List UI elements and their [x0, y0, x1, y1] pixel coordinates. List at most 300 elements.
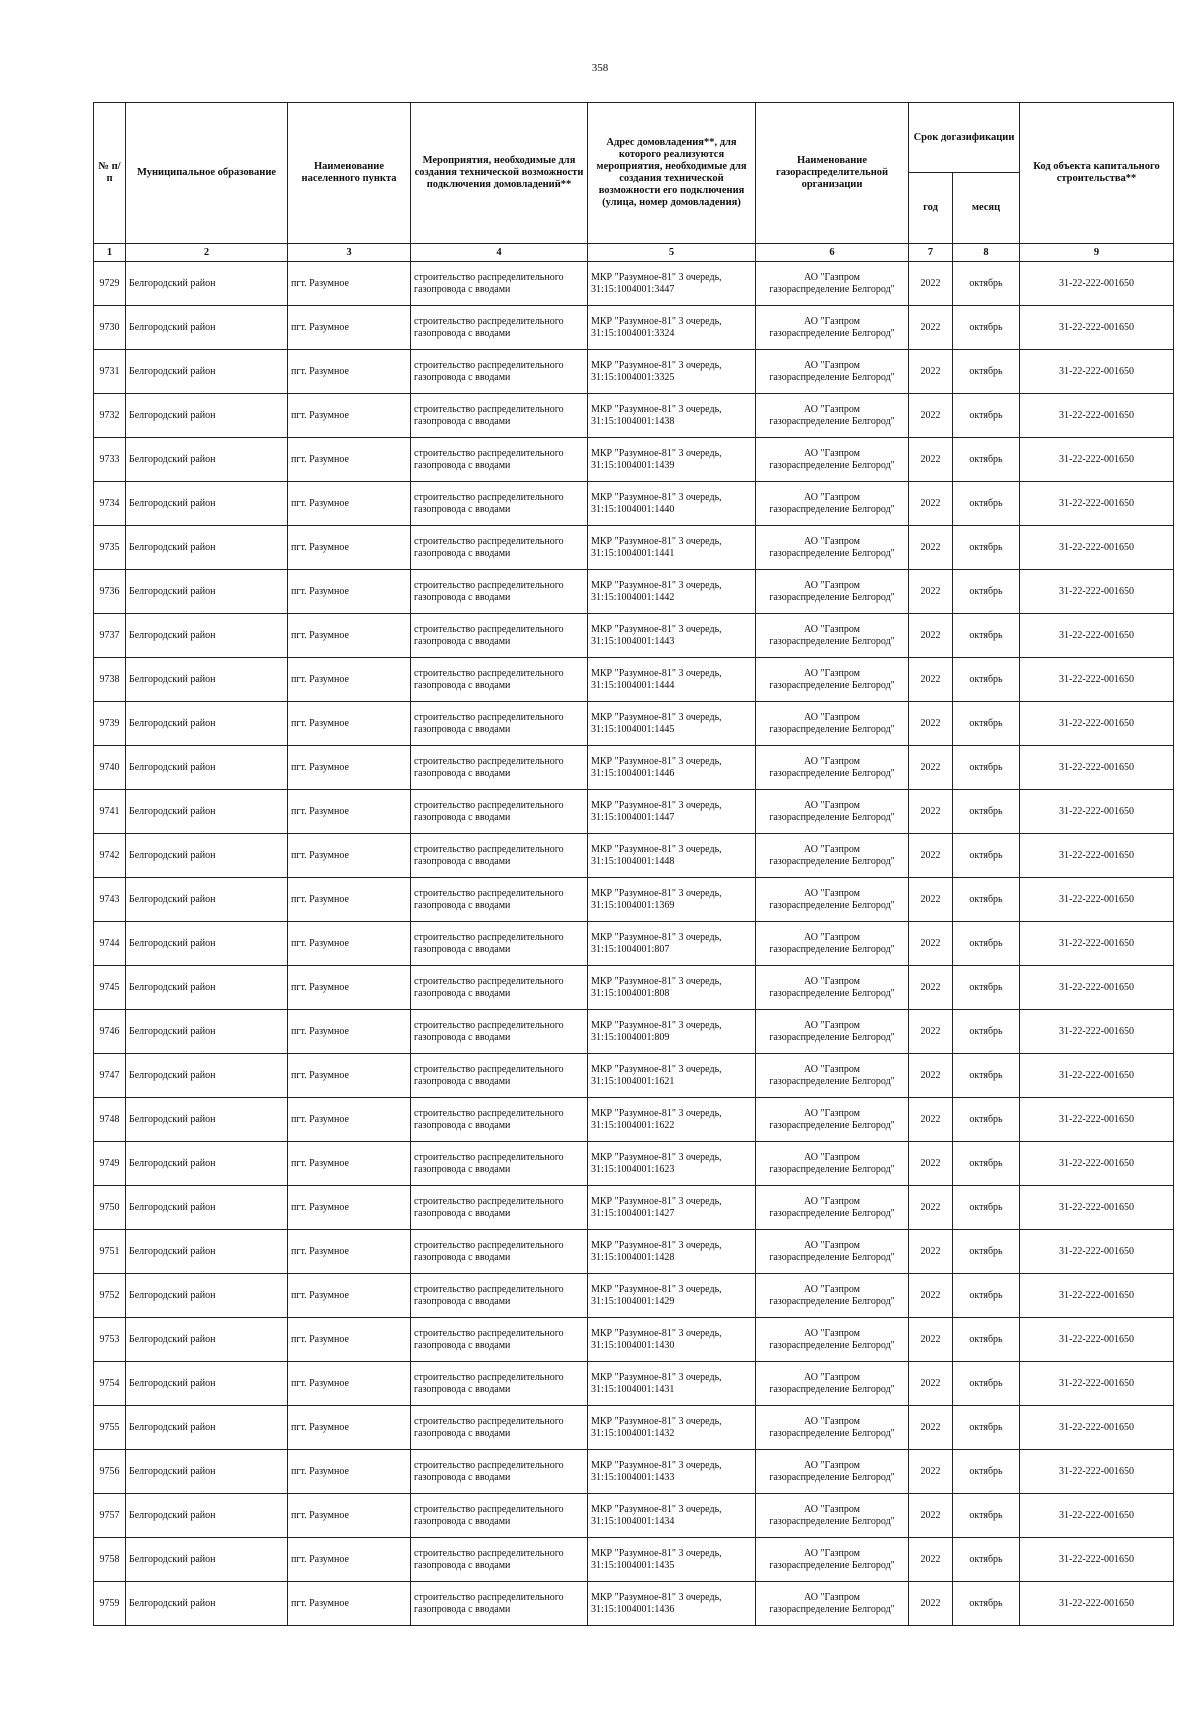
- year-cell: 2022: [909, 1494, 953, 1538]
- object-code-cell: 31-22-222-001650: [1020, 1230, 1174, 1274]
- month-cell: октябрь: [953, 1186, 1020, 1230]
- column-number: 7: [909, 244, 953, 262]
- gas-org-line: АО "Газпром: [804, 1239, 860, 1251]
- measures-line: строительство распределительного: [414, 1151, 564, 1163]
- address-line: 31:15:1004001:1621: [591, 1075, 675, 1087]
- measures-line: строительство распределительного: [414, 1239, 564, 1251]
- gas-org-line: газораспределение Белгород": [769, 503, 895, 515]
- measures-cell: [411, 1274, 588, 1318]
- municipality-cell: Белгородский район: [126, 526, 288, 570]
- object-code-cell: 31-22-222-001650: [1020, 482, 1174, 526]
- month-cell: октябрь: [953, 1450, 1020, 1494]
- month-cell: октябрь: [953, 526, 1020, 570]
- address-cell: [588, 1450, 756, 1494]
- address-line: 31:15:1004001:1444: [591, 679, 675, 691]
- row-number-cell: 9738: [94, 658, 126, 702]
- measures-line: газопровода с вводами: [414, 327, 511, 339]
- table-row: [94, 614, 1174, 658]
- address-line: МКР "Разумное-81" 3 очередь,: [591, 315, 722, 327]
- gas-org-line: газораспределение Белгород": [769, 987, 895, 999]
- gas-org-line: газораспределение Белгород": [769, 1427, 895, 1439]
- month-cell: октябрь: [953, 438, 1020, 482]
- measures-line: строительство распределительного: [414, 711, 564, 723]
- table-row: [94, 394, 1174, 438]
- measures-cell: [411, 350, 588, 394]
- measures-line: строительство распределительного: [414, 1591, 564, 1603]
- gas-org-cell: [756, 1142, 909, 1186]
- object-code-cell: 31-22-222-001650: [1020, 1538, 1174, 1582]
- measures-line: строительство распределительного: [414, 1371, 564, 1383]
- page-number: 358: [591, 62, 609, 74]
- measures-cell: [411, 834, 588, 878]
- address-line: МКР "Разумное-81" 3 очередь,: [591, 1371, 722, 1383]
- header-num: № п/п: [94, 103, 126, 244]
- measures-line: строительство распределительного: [414, 1415, 564, 1427]
- row-number-cell: 9757: [94, 1494, 126, 1538]
- address-cell: [588, 834, 756, 878]
- settlement-cell: пгт. Разумное: [288, 1582, 411, 1626]
- gas-org-line: АО "Газпром: [804, 1371, 860, 1383]
- gas-org-cell: [756, 1230, 909, 1274]
- table-row: [94, 922, 1174, 966]
- year-cell: 2022: [909, 614, 953, 658]
- municipality-cell: Белгородский район: [126, 438, 288, 482]
- table-row: [94, 350, 1174, 394]
- year-cell: 2022: [909, 438, 953, 482]
- gas-org-cell: [756, 658, 909, 702]
- gas-org-cell: [756, 570, 909, 614]
- gas-org-cell: [756, 922, 909, 966]
- address-line: 31:15:1004001:1435: [591, 1559, 675, 1571]
- municipality-cell: Белгородский район: [126, 1450, 288, 1494]
- object-code-cell: 31-22-222-001650: [1020, 658, 1174, 702]
- address-line: МКР "Разумное-81" 3 очередь,: [591, 491, 722, 503]
- measures-line: строительство распределительного: [414, 1459, 564, 1471]
- gas-org-cell: [756, 1098, 909, 1142]
- gas-org-line: газораспределение Белгород": [769, 1295, 895, 1307]
- measures-cell: [411, 526, 588, 570]
- measures-line: газопровода с вводами: [414, 987, 511, 999]
- measures-line: газопровода с вводами: [414, 371, 511, 383]
- gas-org-line: газораспределение Белгород": [769, 591, 895, 603]
- measures-line: строительство распределительного: [414, 447, 564, 459]
- measures-line: газопровода с вводами: [414, 1075, 511, 1087]
- row-number-cell: 9756: [94, 1450, 126, 1494]
- measures-cell: [411, 1186, 588, 1230]
- table-row: [94, 834, 1174, 878]
- year-cell: 2022: [909, 570, 953, 614]
- gas-org-line: АО "Газпром: [804, 535, 860, 547]
- month-cell: октябрь: [953, 1142, 1020, 1186]
- address-cell: [588, 790, 756, 834]
- address-cell: [588, 350, 756, 394]
- year-cell: 2022: [909, 1010, 953, 1054]
- gas-org-line: АО "Газпром: [804, 623, 860, 635]
- settlement-cell: пгт. Разумное: [288, 526, 411, 570]
- address-line: МКР "Разумное-81" 3 очередь,: [591, 579, 722, 591]
- municipality-cell: Белгородский район: [126, 790, 288, 834]
- month-cell: октябрь: [953, 746, 1020, 790]
- measures-line: газопровода с вводами: [414, 811, 511, 823]
- measures-cell: [411, 1318, 588, 1362]
- gas-org-line: АО "Газпром: [804, 359, 860, 371]
- measures-cell: [411, 1450, 588, 1494]
- year-cell: 2022: [909, 1406, 953, 1450]
- measures-line: газопровода с вводами: [414, 1603, 511, 1615]
- month-cell: октябрь: [953, 1318, 1020, 1362]
- month-cell: октябрь: [953, 702, 1020, 746]
- address-line: 31:15:1004001:1433: [591, 1471, 675, 1483]
- gas-org-cell: [756, 1318, 909, 1362]
- table-row: [94, 1362, 1174, 1406]
- measures-line: газопровода с вводами: [414, 503, 511, 515]
- year-cell: 2022: [909, 1054, 953, 1098]
- address-line: 31:15:1004001:1440: [591, 503, 675, 515]
- column-number: 6: [756, 244, 909, 262]
- column-number: 9: [1020, 244, 1174, 262]
- municipality-cell: Белгородский район: [126, 922, 288, 966]
- address-line: МКР "Разумное-81" 3 очередь,: [591, 403, 722, 415]
- object-code-cell: 31-22-222-001650: [1020, 306, 1174, 350]
- settlement-cell: пгт. Разумное: [288, 1098, 411, 1142]
- measures-line: газопровода с вводами: [414, 1559, 511, 1571]
- address-line: МКР "Разумное-81" 3 очередь,: [591, 843, 722, 855]
- object-code-cell: 31-22-222-001650: [1020, 614, 1174, 658]
- table-row: [94, 966, 1174, 1010]
- address-line: МКР "Разумное-81" 3 очередь,: [591, 1591, 722, 1603]
- object-code-cell: 31-22-222-001650: [1020, 262, 1174, 306]
- gas-org-line: АО "Газпром: [804, 667, 860, 679]
- table-row: [94, 526, 1174, 570]
- measures-line: строительство распределительного: [414, 315, 564, 327]
- settlement-cell: пгт. Разумное: [288, 1010, 411, 1054]
- gas-org-cell: [756, 262, 909, 306]
- gas-org-line: газораспределение Белгород": [769, 1207, 895, 1219]
- header-year: год: [909, 173, 953, 244]
- measures-line: строительство распределительного: [414, 931, 564, 943]
- address-line: МКР "Разумное-81" 3 очередь,: [591, 535, 722, 547]
- measures-line: газопровода с вводами: [414, 1295, 511, 1307]
- row-number-cell: 9742: [94, 834, 126, 878]
- object-code-cell: 31-22-222-001650: [1020, 1274, 1174, 1318]
- settlement-cell: пгт. Разумное: [288, 834, 411, 878]
- settlement-cell: пгт. Разумное: [288, 790, 411, 834]
- year-cell: 2022: [909, 1186, 953, 1230]
- header-municipality: Муниципальное образование: [126, 103, 288, 244]
- address-line: 31:15:1004001:1427: [591, 1207, 675, 1219]
- address-cell: [588, 1142, 756, 1186]
- settlement-cell: пгт. Разумное: [288, 1538, 411, 1582]
- year-cell: 2022: [909, 1582, 953, 1626]
- gas-org-cell: [756, 1582, 909, 1626]
- column-number: 4: [411, 244, 588, 262]
- settlement-cell: пгт. Разумное: [288, 350, 411, 394]
- address-line: МКР "Разумное-81" 3 очередь,: [591, 1195, 722, 1207]
- object-code-cell: 31-22-222-001650: [1020, 350, 1174, 394]
- year-cell: 2022: [909, 878, 953, 922]
- settlement-cell: пгт. Разумное: [288, 1054, 411, 1098]
- year-cell: 2022: [909, 1098, 953, 1142]
- object-code-cell: 31-22-222-001650: [1020, 1406, 1174, 1450]
- municipality-cell: Белгородский район: [126, 1054, 288, 1098]
- table-row: [94, 438, 1174, 482]
- gas-org-line: АО "Газпром: [804, 1327, 860, 1339]
- measures-line: строительство распределительного: [414, 843, 564, 855]
- measures-line: газопровода с вводами: [414, 1471, 511, 1483]
- address-line: 31:15:1004001:1369: [591, 899, 675, 911]
- measures-line: строительство распределительного: [414, 1503, 564, 1515]
- column-number: 3: [288, 244, 411, 262]
- table-row: [94, 1010, 1174, 1054]
- row-number-cell: 9733: [94, 438, 126, 482]
- measures-line: газопровода с вводами: [414, 1119, 511, 1131]
- municipality-cell: Белгородский район: [126, 482, 288, 526]
- measures-line: строительство распределительного: [414, 1327, 564, 1339]
- month-cell: октябрь: [953, 350, 1020, 394]
- gas-org-line: газораспределение Белгород": [769, 723, 895, 735]
- municipality-cell: Белгородский район: [126, 1230, 288, 1274]
- gas-org-line: газораспределение Белгород": [769, 767, 895, 779]
- table-row: [94, 1098, 1174, 1142]
- gas-org-cell: [756, 1054, 909, 1098]
- month-cell: октябрь: [953, 658, 1020, 702]
- gas-org-line: газораспределение Белгород": [769, 1119, 895, 1131]
- measures-line: газопровода с вводами: [414, 767, 511, 779]
- measures-cell: [411, 1494, 588, 1538]
- municipality-cell: Белгородский район: [126, 1186, 288, 1230]
- address-line: 31:15:1004001:1431: [591, 1383, 675, 1395]
- settlement-cell: пгт. Разумное: [288, 878, 411, 922]
- gas-org-cell: [756, 1494, 909, 1538]
- measures-line: строительство распределительного: [414, 535, 564, 547]
- address-line: 31:15:1004001:1439: [591, 459, 675, 471]
- address-line: 31:15:1004001:1448: [591, 855, 675, 867]
- object-code-cell: 31-22-222-001650: [1020, 438, 1174, 482]
- address-cell: [588, 746, 756, 790]
- gas-org-line: АО "Газпром: [804, 1415, 860, 1427]
- row-number-cell: 9749: [94, 1142, 126, 1186]
- gas-org-cell: [756, 526, 909, 570]
- measures-cell: [411, 1582, 588, 1626]
- settlement-cell: пгт. Разумное: [288, 1450, 411, 1494]
- measures-line: газопровода с вводами: [414, 1339, 511, 1351]
- address-line: 31:15:1004001:1622: [591, 1119, 675, 1131]
- gas-org-cell: [756, 394, 909, 438]
- month-cell: октябрь: [953, 1098, 1020, 1142]
- settlement-cell: пгт. Разумное: [288, 482, 411, 526]
- gas-org-cell: [756, 614, 909, 658]
- measures-cell: [411, 1010, 588, 1054]
- address-line: 31:15:1004001:1428: [591, 1251, 675, 1263]
- address-line: МКР "Разумное-81" 3 очередь,: [591, 271, 722, 283]
- table-row: [94, 702, 1174, 746]
- measures-line: газопровода с вводами: [414, 283, 511, 295]
- measures-cell: [411, 1098, 588, 1142]
- municipality-cell: Белгородский район: [126, 1142, 288, 1186]
- header-settlement: Наименование населенного пункта: [288, 103, 411, 244]
- object-code-cell: 31-22-222-001650: [1020, 1318, 1174, 1362]
- gas-org-line: АО "Газпром: [804, 447, 860, 459]
- gas-org-line: газораспределение Белгород": [769, 1251, 895, 1263]
- object-code-cell: 31-22-222-001650: [1020, 878, 1174, 922]
- gas-org-line: АО "Газпром: [804, 1107, 860, 1119]
- address-line: 31:15:1004001:1438: [591, 415, 675, 427]
- gas-org-cell: [756, 350, 909, 394]
- object-code-cell: 31-22-222-001650: [1020, 1054, 1174, 1098]
- gas-org-line: АО "Газпром: [804, 1459, 860, 1471]
- measures-line: строительство распределительного: [414, 1195, 564, 1207]
- column-number: 1: [94, 244, 126, 262]
- table-row: [94, 790, 1174, 834]
- object-code-cell: 31-22-222-001650: [1020, 1494, 1174, 1538]
- address-line: 31:15:1004001:1442: [591, 591, 675, 603]
- measures-line: газопровода с вводами: [414, 547, 511, 559]
- table-row: [94, 1538, 1174, 1582]
- gas-org-line: газораспределение Белгород": [769, 1559, 895, 1571]
- address-line: 31:15:1004001:1623: [591, 1163, 675, 1175]
- gas-org-line: газораспределение Белгород": [769, 635, 895, 647]
- row-number-cell: 9740: [94, 746, 126, 790]
- gas-org-cell: [756, 1450, 909, 1494]
- gas-org-line: газораспределение Белгород": [769, 1031, 895, 1043]
- gas-org-line: газораспределение Белгород": [769, 1339, 895, 1351]
- row-number-cell: 9737: [94, 614, 126, 658]
- gas-org-line: АО "Газпром: [804, 843, 860, 855]
- month-cell: октябрь: [953, 1406, 1020, 1450]
- address-cell: [588, 1054, 756, 1098]
- header-address: Адрес домовладения**, для которого реализуются мероприятия, необходимые для создания технической возможности его подключения (улица, номер домовладения): [588, 103, 756, 244]
- measures-line: газопровода с вводами: [414, 1207, 511, 1219]
- month-cell: октябрь: [953, 482, 1020, 526]
- month-cell: октябрь: [953, 570, 1020, 614]
- measures-line: газопровода с вводами: [414, 415, 511, 427]
- object-code-cell: 31-22-222-001650: [1020, 1010, 1174, 1054]
- gas-org-line: АО "Газпром: [804, 799, 860, 811]
- address-line: 31:15:1004001:1443: [591, 635, 675, 647]
- year-cell: 2022: [909, 702, 953, 746]
- header-measures: Мероприятия, необходимые для создания технической возможности подключения домовладений**: [411, 103, 588, 244]
- address-cell: [588, 658, 756, 702]
- address-line: 31:15:1004001:1447: [591, 811, 675, 823]
- municipality-cell: Белгородский район: [126, 966, 288, 1010]
- measures-cell: [411, 1230, 588, 1274]
- measures-cell: [411, 1538, 588, 1582]
- municipality-cell: Белгородский район: [126, 658, 288, 702]
- year-cell: 2022: [909, 1274, 953, 1318]
- measures-line: строительство распределительного: [414, 975, 564, 987]
- gas-org-line: газораспределение Белгород": [769, 1383, 895, 1395]
- gas-org-line: газораспределение Белгород": [769, 1603, 895, 1615]
- settlement-cell: пгт. Разумное: [288, 1406, 411, 1450]
- address-cell: [588, 878, 756, 922]
- year-cell: 2022: [909, 306, 953, 350]
- year-cell: 2022: [909, 350, 953, 394]
- month-cell: октябрь: [953, 1494, 1020, 1538]
- settlement-cell: пгт. Разумное: [288, 306, 411, 350]
- measures-line: строительство распределительного: [414, 667, 564, 679]
- measures-line: строительство распределительного: [414, 799, 564, 811]
- address-cell: [588, 1098, 756, 1142]
- month-cell: октябрь: [953, 1230, 1020, 1274]
- address-line: МКР "Разумное-81" 3 очередь,: [591, 1063, 722, 1075]
- municipality-cell: Белгородский район: [126, 1274, 288, 1318]
- table-row: [94, 1582, 1174, 1626]
- address-cell: [588, 570, 756, 614]
- address-cell: [588, 1230, 756, 1274]
- header-object-code: Код объекта капитального строительства**: [1020, 103, 1174, 244]
- row-number-cell: 9751: [94, 1230, 126, 1274]
- gas-org-line: АО "Газпром: [804, 315, 860, 327]
- measures-line: газопровода с вводами: [414, 943, 511, 955]
- measures-line: газопровода с вводами: [414, 723, 511, 735]
- measures-cell: [411, 790, 588, 834]
- measures-line: газопровода с вводами: [414, 1251, 511, 1263]
- year-cell: 2022: [909, 1450, 953, 1494]
- measures-cell: [411, 746, 588, 790]
- address-cell: [588, 1406, 756, 1450]
- settlement-cell: пгт. Разумное: [288, 1274, 411, 1318]
- address-line: 31:15:1004001:808: [591, 987, 670, 999]
- gas-org-cell: [756, 702, 909, 746]
- gas-org-cell: [756, 1538, 909, 1582]
- gas-org-line: АО "Газпром: [804, 1019, 860, 1031]
- address-line: 31:15:1004001:807: [591, 943, 670, 955]
- address-cell: [588, 1362, 756, 1406]
- address-line: 31:15:1004001:809: [591, 1031, 670, 1043]
- year-cell: 2022: [909, 1538, 953, 1582]
- table-row: [94, 1318, 1174, 1362]
- measures-line: строительство распределительного: [414, 1063, 564, 1075]
- table-row: [94, 1274, 1174, 1318]
- gas-org-line: АО "Газпром: [804, 1503, 860, 1515]
- measures-line: строительство распределительного: [414, 623, 564, 635]
- table-row: [94, 1142, 1174, 1186]
- year-cell: 2022: [909, 394, 953, 438]
- row-number-cell: 9741: [94, 790, 126, 834]
- measures-line: строительство распределительного: [414, 1547, 564, 1559]
- gas-org-cell: [756, 746, 909, 790]
- address-line: 31:15:1004001:1432: [591, 1427, 675, 1439]
- gas-org-line: газораспределение Белгород": [769, 283, 895, 295]
- month-cell: октябрь: [953, 922, 1020, 966]
- column-number: 8: [953, 244, 1020, 262]
- measures-line: газопровода с вводами: [414, 679, 511, 691]
- object-code-cell: 31-22-222-001650: [1020, 1142, 1174, 1186]
- gas-org-line: газораспределение Белгород": [769, 1471, 895, 1483]
- gas-org-line: газораспределение Белгород": [769, 679, 895, 691]
- month-cell: октябрь: [953, 1054, 1020, 1098]
- measures-cell: [411, 1054, 588, 1098]
- address-line: МКР "Разумное-81" 3 очередь,: [591, 975, 722, 987]
- municipality-cell: Белгородский район: [126, 1318, 288, 1362]
- address-cell: [588, 526, 756, 570]
- measures-line: строительство распределительного: [414, 1019, 564, 1031]
- gas-org-cell: [756, 1010, 909, 1054]
- address-line: МКР "Разумное-81" 3 очередь,: [591, 447, 722, 459]
- municipality-cell: Белгородский район: [126, 394, 288, 438]
- gas-org-line: АО "Газпром: [804, 1063, 860, 1075]
- municipality-cell: Белгородский район: [126, 1098, 288, 1142]
- gas-org-line: АО "Газпром: [804, 931, 860, 943]
- measures-cell: [411, 1406, 588, 1450]
- row-number-cell: 9734: [94, 482, 126, 526]
- table-row: [94, 1186, 1174, 1230]
- gas-org-line: газораспределение Белгород": [769, 327, 895, 339]
- gas-org-cell: [756, 878, 909, 922]
- address-cell: [588, 262, 756, 306]
- municipality-cell: Белгородский район: [126, 262, 288, 306]
- table-row: [94, 1054, 1174, 1098]
